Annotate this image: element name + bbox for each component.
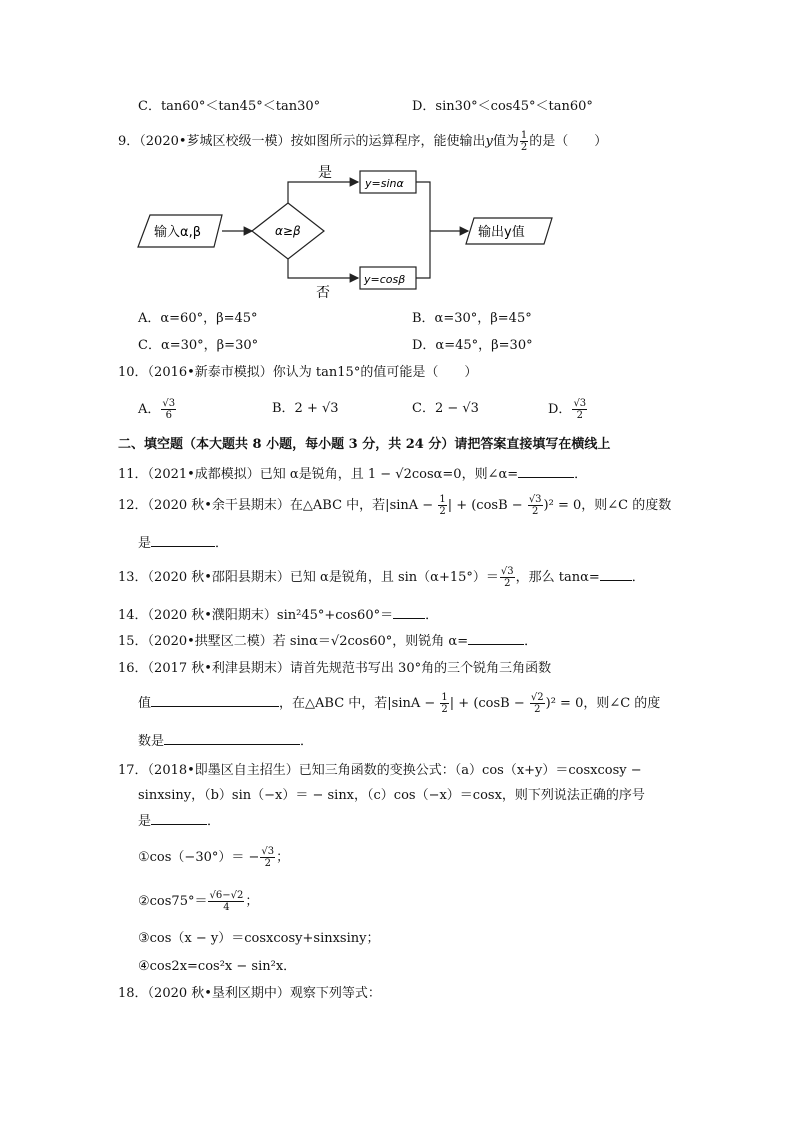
q12-f2-den: 2 <box>531 506 539 517</box>
q11-end: ． <box>574 467 588 482</box>
q9-stem-part-c: 的是（ ） <box>529 134 608 149</box>
q8-option-d: D．sin30°＜cos45°＜tan60° <box>412 99 593 114</box>
q17-line2: sinxsiny，（b）sin（−x）＝ − sinx，（c）cos（−x）＝cosx，则下列说法正确的序号 <box>138 788 645 803</box>
q17-end: ． <box>207 814 221 829</box>
q10-option-a <box>138 398 177 421</box>
q17-item2-b: ； <box>245 894 259 909</box>
flow-decision-label: α≥β <box>275 224 301 238</box>
q16-line1: 16．（2017 秋•利津县期末）请首先规范书写出 30°角的三个锐角三角函数 <box>118 661 552 676</box>
q17-item1-den: 2 <box>264 858 271 869</box>
q9-stem-fraction <box>520 130 528 153</box>
q12-frac1 <box>438 494 446 517</box>
q14-text: 14．（2020 秋•濮阳期末）sin²45°+cos60°＝ <box>118 608 394 623</box>
q10-option-b: B．2 + √3 <box>272 401 339 416</box>
q10-a-den: 6 <box>165 410 172 421</box>
q10-d-num: √3 <box>573 398 587 409</box>
q17-line3-text: 是 <box>138 814 152 829</box>
q9-option-a: A．α=60°，β=45° <box>138 311 258 326</box>
q13-end: ． <box>631 570 645 585</box>
q13-part-a: 13．（2020 秋•邵阳县期末）已知 α是锐角，且 sin（α+15°）＝ <box>118 570 499 585</box>
flow-top-box-label: y=sinα <box>365 177 404 190</box>
q17-item1-num: √3 <box>261 846 275 857</box>
q17-item2-a: ②cos75°＝ <box>138 894 208 909</box>
q10-option-d <box>548 398 588 421</box>
q16-f1-den: 2 <box>441 704 448 715</box>
q11-part-a: 11．（2021•成都模拟）已知 α是锐角，且 1 − <box>118 467 396 482</box>
q12-part-b: | + (cosB − <box>447 498 527 513</box>
q9-stem-y: y <box>485 134 493 149</box>
q16-answer-blank-1[interactable] <box>151 694 279 707</box>
q9-option-b: B．α=30°，β=45° <box>412 311 532 326</box>
section-2-heading: 二、填空题（本大题共 8 小题，每小题 3 分，共 24 分）请把答案直接填写在横线上 <box>118 437 611 452</box>
q9-stem <box>118 130 607 153</box>
flow-branch-yes <box>288 182 358 203</box>
q16-line2-b: ，在△ABC 中，若|sinA − <box>279 696 440 711</box>
q14-answer-blank[interactable] <box>393 606 425 619</box>
q17-answer-blank[interactable] <box>151 812 207 825</box>
q11-part-b: cosα=0，则∠α= <box>411 467 519 482</box>
q16-line2-d: )² = 0，则∠C 的度 <box>545 696 661 711</box>
q12-answer-blank[interactable] <box>151 534 215 547</box>
q16-f2-num: √2 <box>530 692 544 703</box>
q18: 18．（2020 秋•垦利区期中）观察下列等式： <box>118 986 381 1001</box>
q9-flowchart <box>130 158 560 308</box>
flow-yes-label: 是 <box>318 165 332 181</box>
q10-option-a-frac <box>161 398 176 421</box>
q10-option-d-frac <box>572 398 587 421</box>
q9-stem-part-b: 值为 <box>492 134 519 149</box>
q16-f2-den: 2 <box>534 704 541 715</box>
q17-item2-num: √6−√2 <box>209 890 244 901</box>
q11-answer-blank[interactable] <box>518 465 574 478</box>
q16-end: ． <box>300 734 314 749</box>
q10-option-c: C．2 − √3 <box>412 401 479 416</box>
q9-frac-num: 1 <box>520 130 528 141</box>
q13-frac <box>500 566 515 589</box>
q12-line2-text: 是 <box>138 536 152 551</box>
q12-line2 <box>138 534 228 553</box>
q17-item4: ④cos2x=cos²x − sin²x． <box>138 959 297 974</box>
q17-item3: ③cos（x − y）＝cosxcosy+sinxsiny； <box>138 931 380 946</box>
q10-stem: 10．（2016•新泰市模拟）你认为 tan15°的值可能是（ ） <box>118 365 478 380</box>
q14 <box>118 606 438 625</box>
q12-f1-num: 1 <box>439 494 446 505</box>
q11 <box>118 465 587 484</box>
q9-stem-part-a: 9．（2020•芗城区校级一模）按如图所示的运算程序，能使输出 <box>118 134 486 149</box>
q16-frac2 <box>530 692 545 715</box>
flow-output-label: 输出y值 <box>478 225 525 240</box>
q9-option-c: C．α=30°，β=30° <box>138 338 259 353</box>
q12-part-a: 12．（2020 秋•余干县期末）在△ABC 中，若|sinA − <box>118 498 438 513</box>
q14-end: ． <box>425 608 439 623</box>
q17-line1: 17．（2018•即墨区自主招生）已知三角函数的变换公式：（a）cos（x+y）＝cosxcosy − <box>118 763 642 778</box>
q13 <box>118 566 645 589</box>
q17-item2 <box>138 890 258 913</box>
q8-option-c: C．tan60°＜tan45°＜tan30° <box>138 99 321 114</box>
q17-line3 <box>138 812 220 831</box>
flow-branch-no <box>288 259 358 278</box>
q16-f1-num: 1 <box>441 692 448 703</box>
q12-frac2 <box>528 494 543 517</box>
q15-answer-blank[interactable] <box>468 632 524 645</box>
q17-item1 <box>138 846 289 869</box>
q12-f1-den: 2 <box>439 506 446 517</box>
q12-line1 <box>118 494 671 517</box>
flow-bottom-box-label: y=cosβ <box>364 273 406 286</box>
q13-part-b: ，那么 tanα= <box>515 570 600 585</box>
q16-line3-text: 数是 <box>138 734 165 749</box>
q15-end: ． <box>524 634 538 649</box>
q12-part-c: )² = 0，则∠C 的度数 <box>543 498 672 513</box>
q17-item2-frac <box>208 890 244 913</box>
q13-num: √3 <box>500 566 514 577</box>
q16-line2 <box>138 692 660 715</box>
q16-line3 <box>138 732 313 751</box>
q10-option-d-label: D． <box>548 402 572 417</box>
flow-input-label: 输入α,β <box>154 225 201 240</box>
q16-frac1 <box>440 692 448 715</box>
q10-a-num: √3 <box>162 398 176 409</box>
q10-option-a-label: A． <box>138 402 161 417</box>
q15-text: 15．（2020•拱墅区二模）若 sinα＝√2cos60°，则锐角 α= <box>118 634 469 649</box>
q17-item1-frac <box>260 846 275 869</box>
flow-no-label: 否 <box>316 285 330 301</box>
q11-sqrt: √2 <box>395 467 412 482</box>
q10-d-den: 2 <box>576 410 583 421</box>
q13-den: 2 <box>504 578 511 589</box>
flow-merge-top <box>416 182 430 278</box>
q17-item1-a: ①cos（−30°）＝ − <box>138 850 260 865</box>
q16-line2-c: | + (cosB − <box>449 696 529 711</box>
q13-answer-blank[interactable] <box>600 568 632 581</box>
q12-f2-num: √3 <box>528 494 542 505</box>
q16-answer-blank-2[interactable] <box>164 732 300 745</box>
q16-line2-a: 值 <box>138 696 152 711</box>
q9-option-d: D．α=45°，β=30° <box>412 338 533 353</box>
q17-item2-den: 4 <box>223 902 230 913</box>
q15 <box>118 632 537 651</box>
q17-item1-b: ； <box>276 850 290 865</box>
q12-end: ． <box>215 536 229 551</box>
q9-frac-den: 2 <box>520 142 528 153</box>
